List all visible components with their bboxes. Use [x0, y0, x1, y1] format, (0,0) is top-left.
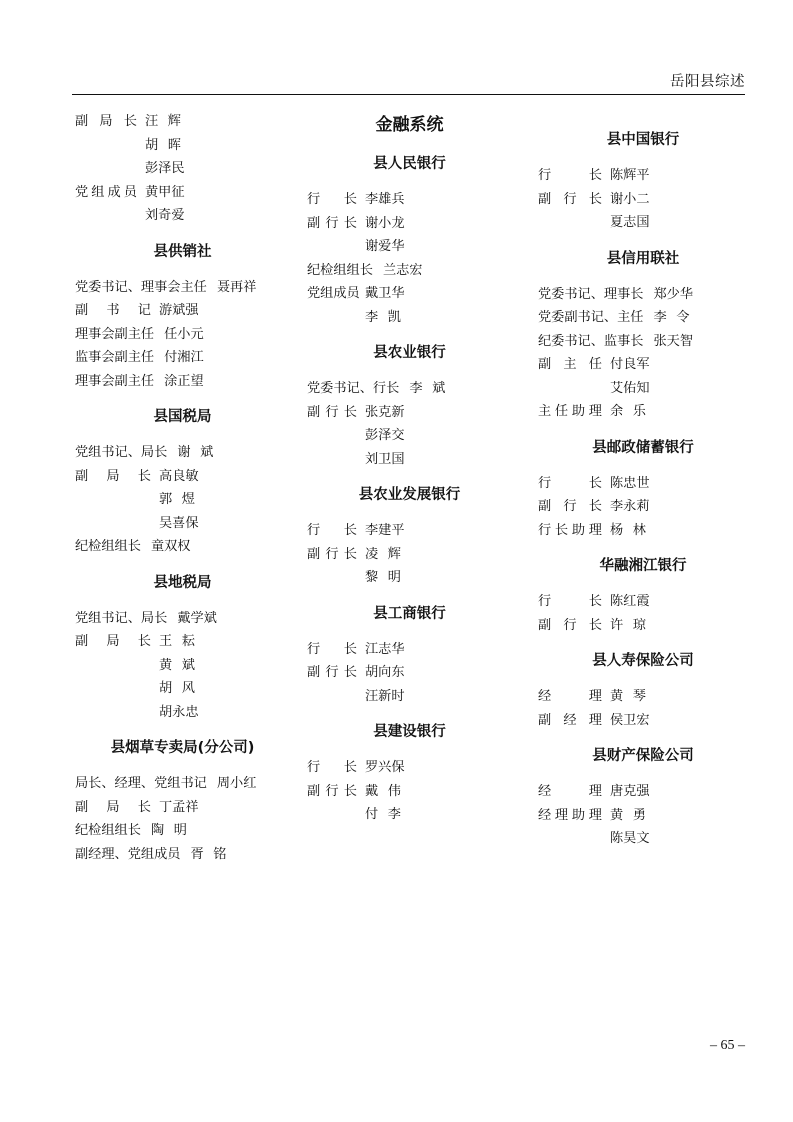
header-rule	[72, 94, 745, 95]
unit-title: 县供销社	[153, 243, 212, 260]
person-name: 张天智	[653, 333, 694, 349]
role-label: 副行长	[307, 215, 357, 231]
role-spacer	[307, 235, 357, 259]
role-label: 经理	[538, 784, 602, 799]
spacer	[137, 110, 145, 134]
person-name: 戴卫华	[365, 286, 405, 301]
spacer	[141, 819, 151, 843]
spacer	[602, 614, 610, 638]
role-spacer	[538, 377, 602, 401]
spacer	[644, 283, 654, 307]
entry-line	[75, 819, 290, 843]
role-spacer	[307, 306, 357, 330]
person-name: 涂正望	[164, 373, 204, 389]
entry-line	[538, 614, 748, 638]
entry-line	[538, 400, 748, 424]
person-name: 李雄兵	[365, 192, 405, 207]
spacer	[151, 654, 159, 678]
spacer	[602, 804, 610, 828]
person-name: 夏志国	[610, 215, 650, 230]
role-label: 行长	[538, 475, 602, 491]
role-label: 副行长	[538, 499, 602, 514]
role-label: 行长	[307, 192, 357, 207]
spacer	[137, 134, 145, 158]
person-name: 胡风	[159, 681, 195, 696]
role-spacer	[307, 803, 357, 827]
person-name: 戴伟	[365, 783, 401, 799]
entry-line	[75, 488, 290, 512]
entry-line	[538, 164, 748, 188]
role-label: 副局长	[75, 799, 151, 815]
entry-line	[538, 804, 748, 828]
person-name: 江志华	[365, 641, 405, 657]
role-label: 党组书记、局长	[75, 610, 168, 626]
column-3	[538, 110, 748, 851]
entry-line	[538, 211, 748, 235]
entry-line	[307, 235, 512, 259]
role-label: 党委书记、理事长	[538, 286, 644, 302]
entry-line	[538, 188, 748, 212]
role-spacer	[75, 512, 151, 536]
person-name: 黄琴	[610, 689, 646, 704]
role-label: 副行长	[538, 191, 602, 207]
role-spacer	[538, 827, 602, 851]
entry-line	[75, 843, 290, 867]
person-name: 黄斌	[159, 657, 195, 673]
role-label: 副行长	[538, 617, 602, 633]
entry-line	[307, 448, 512, 472]
entry-line	[75, 204, 290, 228]
role-label: 经理	[538, 689, 602, 704]
spacer	[602, 519, 610, 543]
person-name: 戴学斌	[177, 610, 217, 626]
spacer	[602, 400, 610, 424]
entry-line	[538, 519, 748, 543]
person-name: 郭煜	[159, 492, 195, 507]
spacer	[602, 685, 610, 709]
role-spacer	[75, 701, 151, 725]
unit-title: 县农业银行	[373, 345, 446, 361]
entry-line	[307, 424, 512, 448]
person-name: 聂再祥	[216, 279, 257, 295]
entry-line	[75, 134, 290, 158]
role-label: 行长	[307, 523, 357, 538]
role-spacer	[307, 448, 357, 472]
person-name: 谢小龙	[365, 215, 405, 231]
spacer	[151, 299, 159, 323]
person-name: 胡永忠	[159, 704, 199, 720]
spacer	[602, 211, 610, 235]
role-label: 行长助理	[538, 522, 602, 538]
role-label: 副行长	[307, 404, 357, 420]
role-label: 行长	[538, 168, 602, 183]
role-label: 行长	[307, 760, 357, 775]
unit-title: 县财产保险公司	[592, 748, 694, 764]
person-name: 付湘江	[164, 350, 204, 365]
person-name: 王耘	[159, 634, 195, 649]
person-name: 艾佑知	[610, 380, 650, 396]
entry-line	[75, 441, 290, 465]
entry-line	[307, 282, 512, 306]
spacer	[602, 164, 610, 188]
unit-title: 县中国银行	[606, 132, 680, 148]
entry-line	[307, 780, 512, 804]
spacer	[154, 346, 164, 370]
entry-line	[75, 630, 290, 654]
person-name: 黎明	[365, 570, 401, 585]
entry-line	[538, 685, 748, 709]
person-name: 唐克强	[610, 784, 650, 799]
entry-line	[75, 796, 290, 820]
unit-title: 县邮政储蓄银行	[592, 439, 694, 456]
role-label: 纪委书记、监事长	[538, 333, 644, 349]
person-name: 陈忠世	[610, 475, 650, 491]
spacer	[357, 519, 365, 543]
person-name: 刘卫国	[365, 451, 405, 467]
role-label: 监事会副主任	[75, 350, 155, 365]
spacer	[151, 512, 159, 536]
entry-line	[538, 472, 748, 496]
role-label: 副行长	[307, 665, 357, 680]
spacer	[357, 306, 365, 330]
entry-line	[307, 661, 512, 685]
role-spacer	[538, 211, 602, 235]
entry-line	[75, 276, 290, 300]
entry-line	[75, 323, 290, 347]
entry-line	[538, 330, 748, 354]
spacer	[602, 495, 610, 519]
person-name: 高良敏	[159, 468, 199, 484]
entry-line	[75, 181, 290, 205]
spacer	[602, 353, 610, 377]
spacer	[207, 772, 217, 796]
person-name: 游斌强	[159, 303, 199, 318]
spacer	[373, 259, 383, 283]
spacer	[602, 709, 610, 733]
spacer	[357, 566, 365, 590]
spacer	[207, 276, 217, 300]
spacer	[357, 235, 365, 259]
person-name: 丁孟祥	[159, 799, 199, 815]
role-spacer	[75, 488, 151, 512]
role-label: 副局长	[75, 634, 151, 649]
spacer	[167, 441, 177, 465]
entry-line	[307, 638, 512, 662]
unit-title: 县农业发展银行	[358, 487, 461, 503]
entry-line	[538, 709, 748, 733]
spacer	[644, 330, 654, 354]
role-label: 党委副书记、主任	[538, 310, 644, 325]
entry-line	[75, 157, 290, 181]
person-name: 郑少华	[653, 286, 694, 302]
person-name: 李凯	[365, 309, 401, 325]
unit-title: 华融湘江银行	[599, 558, 687, 574]
person-name: 兰志宏	[382, 262, 423, 278]
person-name: 张克新	[365, 404, 405, 420]
page-number: – 65 –	[710, 1038, 745, 1053]
role-label: 主任助理	[538, 404, 602, 419]
spacer	[357, 638, 365, 662]
entry-line	[538, 590, 748, 614]
section-title: 金融系统	[375, 115, 444, 135]
role-label: 副主任	[538, 357, 602, 372]
entry-line	[307, 259, 512, 283]
entry-line	[307, 566, 512, 590]
spacer	[137, 204, 145, 228]
entry-line	[538, 377, 748, 401]
person-name: 陈红霞	[610, 594, 650, 609]
entry-line	[538, 306, 748, 330]
role-label: 副行长	[307, 783, 357, 799]
role-label: 行长	[538, 594, 602, 609]
role-label: 党组书记、局长	[75, 445, 168, 460]
entry-line	[75, 607, 290, 631]
entry-line	[538, 827, 748, 851]
spacer	[357, 401, 365, 425]
role-label: 局长、经理、党组书记	[75, 776, 207, 791]
person-name: 胡晖	[145, 137, 181, 153]
role-label: 副书记	[75, 303, 151, 318]
person-name: 胥铭	[190, 846, 227, 862]
person-name: 李永莉	[610, 499, 650, 514]
spacer	[602, 377, 610, 401]
spacer	[154, 323, 164, 347]
person-name: 李令	[653, 310, 690, 325]
spacer	[357, 685, 365, 709]
person-name: 李斌	[409, 381, 446, 396]
spacer	[137, 157, 145, 181]
person-name: 黄甲征	[145, 184, 185, 200]
spacer	[357, 188, 365, 212]
person-name: 黄勇	[610, 807, 646, 823]
person-name: 谢小二	[610, 191, 650, 207]
role-label: 党组成员	[75, 184, 137, 200]
unit-title: 县人民银行	[373, 156, 446, 172]
spacer	[644, 306, 654, 330]
entry-line	[75, 465, 290, 489]
person-name: 陈辉平	[610, 168, 650, 183]
spacer	[167, 607, 177, 631]
role-label: 理事会副主任	[75, 373, 155, 389]
role-label: 纪检组组长	[75, 539, 141, 554]
person-name: 罗兴保	[365, 760, 405, 775]
spacer	[357, 543, 365, 567]
spacer	[181, 843, 191, 867]
role-spacer	[75, 654, 151, 678]
role-label: 党委书记、理事会主任	[75, 279, 207, 295]
spacer	[602, 590, 610, 614]
entry-line	[75, 346, 290, 370]
role-spacer	[75, 134, 137, 158]
spacer	[357, 282, 365, 306]
running-head: 岳阳县综述	[670, 74, 745, 90]
entry-line	[75, 110, 290, 134]
person-name: 陶明	[150, 823, 187, 838]
role-label: 副经理	[538, 712, 602, 728]
person-name: 汪新时	[365, 688, 405, 704]
entry-line	[307, 756, 512, 780]
spacer	[399, 377, 409, 401]
spacer	[357, 803, 365, 827]
entry-line	[307, 519, 512, 543]
role-spacer	[307, 685, 357, 709]
entry-line	[307, 377, 512, 401]
unit-title: 县信用联社	[606, 250, 680, 267]
entry-line	[538, 353, 748, 377]
entry-line	[307, 543, 512, 567]
person-name: 汪辉	[145, 114, 181, 129]
spacer	[602, 780, 610, 804]
spacer	[151, 701, 159, 725]
person-name: 李建平	[365, 523, 405, 538]
role-label: 党委书记、行长	[307, 381, 400, 396]
entry-line	[75, 370, 290, 394]
person-name: 彭泽民	[145, 161, 185, 176]
spacer	[137, 181, 145, 205]
unit-title: 县建设银行	[373, 724, 446, 740]
role-label: 行长	[307, 641, 357, 657]
role-spacer	[307, 566, 357, 590]
role-label: 纪检组组长	[75, 823, 141, 838]
spacer	[151, 488, 159, 512]
person-name: 许琼	[610, 617, 646, 633]
role-spacer	[75, 677, 151, 701]
spacer	[357, 212, 365, 236]
spacer	[357, 661, 365, 685]
entry-line	[75, 512, 290, 536]
person-name: 周小红	[216, 776, 257, 791]
person-name: 凌辉	[365, 546, 401, 562]
unit-title: 县人寿保险公司	[592, 653, 694, 669]
column-2	[307, 110, 512, 827]
role-label: 副局长	[75, 468, 151, 484]
spacer	[141, 535, 151, 559]
unit-title: 县国税局	[153, 409, 212, 425]
role-label: 党组成员	[307, 286, 360, 301]
person-name: 谢斌	[177, 445, 214, 460]
entry-line	[75, 299, 290, 323]
spacer	[151, 465, 159, 489]
role-label: 副经理、党组成员	[75, 846, 181, 862]
spacer	[357, 756, 365, 780]
unit-title: 县地税局	[153, 574, 212, 591]
person-name: 侯卫宏	[610, 712, 650, 728]
role-spacer	[307, 424, 357, 448]
person-name: 彭泽交	[365, 428, 405, 443]
person-name: 陈昊文	[610, 831, 650, 846]
entry-line	[75, 535, 290, 559]
person-name: 杨林	[610, 522, 646, 538]
role-spacer	[75, 157, 137, 181]
spacer	[151, 796, 159, 820]
entry-line	[538, 780, 748, 804]
entry-line	[75, 701, 290, 725]
entry-line	[307, 803, 512, 827]
person-name: 任小元	[164, 326, 204, 342]
entry-line	[307, 306, 512, 330]
spacer	[151, 630, 159, 654]
spacer	[602, 827, 610, 851]
entry-line	[307, 401, 512, 425]
role-label: 经理助理	[538, 807, 602, 823]
person-name: 付良军	[610, 357, 650, 372]
role-label: 纪检组组长	[307, 262, 373, 278]
entry-line	[307, 188, 512, 212]
spacer	[357, 780, 365, 804]
column-1	[75, 110, 290, 866]
spacer	[602, 188, 610, 212]
person-name: 余乐	[610, 404, 646, 419]
entry-line	[538, 283, 748, 307]
entry-line	[307, 685, 512, 709]
entry-line	[538, 495, 748, 519]
role-label: 副行长	[307, 546, 357, 562]
spacer	[357, 448, 365, 472]
unit-title: 县工商银行	[373, 605, 446, 622]
person-name: 刘奇爱	[145, 208, 185, 223]
unit-title: 县烟草专卖局(分公司)	[110, 740, 255, 756]
spacer	[357, 424, 365, 448]
person-name: 吴喜保	[159, 515, 199, 531]
entry-line	[75, 772, 290, 796]
role-label: 副局长	[75, 114, 137, 129]
entry-line	[307, 212, 512, 236]
entry-line	[75, 677, 290, 701]
person-name: 谢爱华	[365, 239, 405, 254]
role-spacer	[75, 204, 137, 228]
spacer	[151, 677, 159, 701]
spacer	[154, 370, 164, 394]
person-name: 胡向东	[365, 665, 405, 680]
role-label: 理事会副主任	[75, 326, 155, 342]
person-name: 童双权	[150, 539, 191, 554]
entry-line	[75, 654, 290, 678]
person-name: 付李	[365, 807, 401, 822]
spacer	[602, 472, 610, 496]
